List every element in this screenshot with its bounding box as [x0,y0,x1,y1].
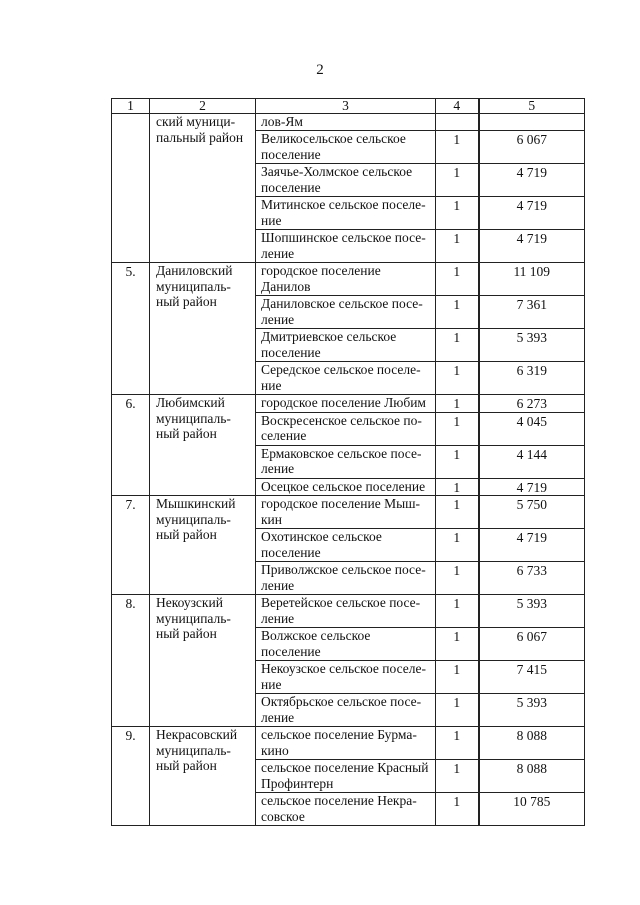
settlement-name: Дмитриевское сельское поселение [256,329,436,362]
header-row [112,99,585,114]
settlement-name: Середское сельское поселе- ние [256,362,436,395]
settlement-count: 1 [436,230,479,263]
settlement-count: 1 [436,496,479,529]
settlement-count: 1 [436,131,479,164]
row-number: 8. [112,595,150,727]
population-value: 6 273 [479,395,585,413]
settlement-count [436,114,479,131]
settlement-count: 1 [436,395,479,413]
settlement-name: сельское поселение Красный Профинтерн [256,760,436,793]
table-row [112,727,585,760]
settlement-count: 1 [436,362,479,395]
population-value: 6 067 [479,131,585,164]
settlement-name: Митинское сельское поселе- ние [256,197,436,230]
settlement-count: 1 [436,478,479,496]
district-name: Даниловский муниципаль- ный район [150,263,256,395]
header-cell-settlement: 3 [256,99,436,114]
table-row [112,395,585,413]
header-cell-count: 4 [436,99,479,114]
population-value: 8 088 [479,760,585,793]
settlement-count: 1 [436,296,479,329]
table-row [112,496,585,529]
settlement-name: сельское поселение Некра- совское [256,793,436,826]
row-number: 5. [112,263,150,395]
population-value: 5 393 [479,694,585,727]
settlements-table [111,98,585,826]
settlement-name: лов-Ям [256,114,436,131]
population-value: 6 733 [479,562,585,595]
settlement-count: 1 [436,727,479,760]
settlement-count: 1 [436,562,479,595]
page-number: 2 [316,62,324,78]
population-value: 5 393 [479,595,585,628]
district-name: Некоузский муниципаль- ный район [150,595,256,727]
settlement-name: городское поселение Любим [256,395,436,413]
population-value: 5 750 [479,496,585,529]
settlement-count: 1 [436,628,479,661]
settlement-name: сельское поселение Бурма- кино [256,727,436,760]
settlement-name: Воскресенское сельское по- селение [256,412,436,445]
settlement-name: Великосельское сельское поселение [256,131,436,164]
population-value: 4 144 [479,445,585,478]
population-value: 5 393 [479,329,585,362]
settlement-name: Заячье-Холмское сельское поселение [256,164,436,197]
table-row [112,263,585,296]
district-name: Мышкинский муниципаль- ный район [150,496,256,595]
settlement-count: 1 [436,661,479,694]
settlement-count: 1 [436,445,479,478]
population-value [479,114,585,131]
population-value: 8 088 [479,727,585,760]
row-number: 9. [112,727,150,826]
row-number [112,114,150,263]
population-value: 4 719 [479,478,585,496]
population-value: 7 361 [479,296,585,329]
population-value: 6 319 [479,362,585,395]
settlement-name: Веретейское сельское посе- ление [256,595,436,628]
settlement-count: 1 [436,694,479,727]
settlement-name: Некоузское сельское поселе- ние [256,661,436,694]
header-cell-population: 5 [479,99,585,114]
settlement-count: 1 [436,197,479,230]
settlement-count: 1 [436,793,479,826]
row-number: 6. [112,395,150,496]
population-value: 4 719 [479,230,585,263]
header-cell-num: 1 [112,99,150,114]
settlement-count: 1 [436,412,479,445]
district-name: Любимский муниципаль- ный район [150,395,256,496]
settlement-name: городское поселение Данилов [256,263,436,296]
settlement-count: 1 [436,329,479,362]
row-number: 7. [112,496,150,595]
settlement-count: 1 [436,529,479,562]
population-value: 4 719 [479,529,585,562]
population-value: 4 719 [479,197,585,230]
district-name: ский муници- пальный район [150,114,256,263]
table-row [112,114,585,131]
settlement-count: 1 [436,760,479,793]
settlement-name: Охотинское сельское поселение [256,529,436,562]
population-value: 4 045 [479,412,585,445]
population-value: 7 415 [479,661,585,694]
population-value: 6 067 [479,628,585,661]
settlement-count: 1 [436,595,479,628]
table-row [112,595,585,628]
settlement-name: Приволжское сельское посе- ление [256,562,436,595]
settlement-name: Ермаковское сельское посе- ление [256,445,436,478]
settlement-name: городское поселение Мыш- кин [256,496,436,529]
population-value: 4 719 [479,164,585,197]
settlement-name: Октябрьское сельское посе- ление [256,694,436,727]
settlement-name: Даниловское сельское посе- ление [256,296,436,329]
population-value: 11 109 [479,263,585,296]
settlement-count: 1 [436,164,479,197]
settlement-count: 1 [436,263,479,296]
settlement-name: Волжское сельское поселение [256,628,436,661]
district-name: Некрасовский муниципаль- ный район [150,727,256,826]
settlement-name: Шопшинское сельское посе- ление [256,230,436,263]
settlement-name: Осецкое сельское поселение [256,478,436,496]
header-cell-district: 2 [150,99,256,114]
population-value: 10 785 [479,793,585,826]
